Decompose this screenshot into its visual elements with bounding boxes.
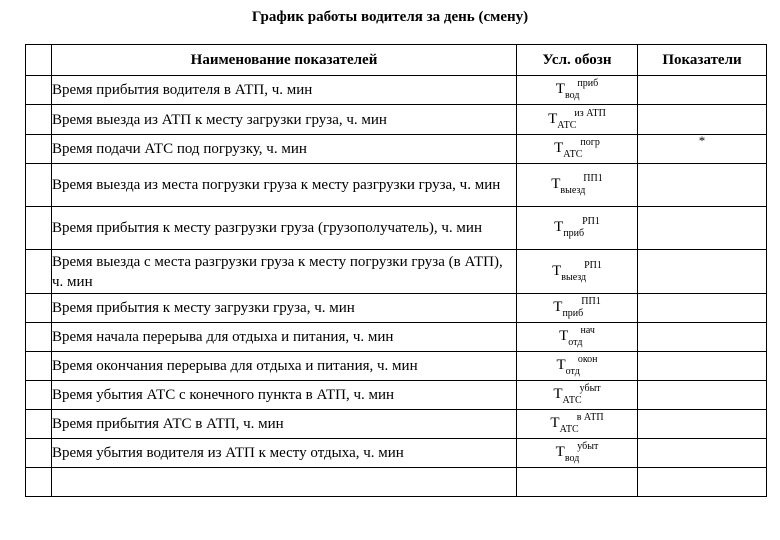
indicator-name-cell: Время окончания перерыва для отдыха и питания, ч. мин [52, 352, 517, 381]
symbol-sub: приб [562, 308, 584, 319]
value-cell [638, 76, 767, 105]
symbol-main: Т [548, 110, 558, 127]
driver-schedule-table [25, 44, 767, 497]
indicator-name-cell: Время убытия АТС с конечного пункта в АТП, ч. мин [52, 381, 517, 410]
symbol-cell [517, 76, 638, 105]
row-number-cell [26, 250, 52, 294]
value-cell [638, 207, 767, 250]
header-name-cell: Наименование показателей [52, 45, 517, 76]
row-number-cell [26, 135, 52, 164]
row-number-cell [26, 410, 52, 439]
symbol-notation [556, 355, 597, 377]
header-number-cell [26, 45, 52, 76]
row-number-cell [26, 468, 52, 497]
symbol-sub: АТС [559, 424, 579, 435]
value-cell [638, 439, 767, 468]
symbol-main: Т [550, 415, 560, 431]
value-cell [638, 105, 767, 135]
symbol-sub: выезд [560, 185, 586, 196]
value-cell [638, 132, 767, 164]
symbol-sup: убыт [577, 441, 599, 452]
symbol-main: Т [559, 328, 569, 344]
value-cell [638, 164, 767, 207]
table-row [26, 381, 767, 410]
value-cell [638, 323, 767, 352]
symbol-sup: РП1 [582, 216, 600, 227]
indicator-name-cell [52, 468, 517, 497]
symbol-sup: нач [580, 325, 595, 336]
symbol-cell [517, 410, 638, 439]
value-cell [638, 410, 767, 439]
page-title: График работы водителя за день (смену) [251, 9, 529, 25]
symbol-cell [517, 468, 638, 497]
table-row [26, 352, 767, 381]
symbol-cell [517, 323, 638, 352]
symbol-notation [554, 138, 600, 160]
table-row [26, 207, 767, 250]
table-row [26, 468, 767, 497]
table-row [26, 250, 767, 294]
symbol-main: Т [556, 357, 566, 373]
indicator-name-cell: Время убытия водителя из АТП к месту отдыха, ч. мин [52, 439, 517, 468]
row-number-cell [26, 381, 52, 410]
symbol-main: Т [554, 140, 564, 156]
table-row [26, 135, 767, 164]
indicator-name-cell: Время начала перерыва для отдыха и питания, ч. мин [52, 323, 517, 352]
indicator-name-cell: Время выезда из места погрузки груза к месту разгрузки груза, ч. мин [52, 164, 517, 207]
row-number-cell [26, 207, 52, 250]
symbol-sup: РП1 [584, 259, 602, 271]
value-cell [638, 381, 767, 410]
symbol-sub: вод [564, 90, 580, 101]
symbol-sub: отд [565, 366, 580, 377]
value-cell [638, 250, 767, 294]
header-symbol-cell: Усл. обозн [517, 45, 638, 76]
row-number-cell [26, 105, 52, 135]
row-number-cell [26, 294, 52, 323]
row-number-cell [26, 164, 52, 207]
symbol-cell [517, 381, 638, 410]
symbol-cell [517, 105, 638, 135]
header-row [26, 45, 767, 76]
symbol-sub: выезд [561, 271, 587, 283]
indicator-name-cell: Время прибытия к месту разгрузки груза (грузополучатель), ч. мин [52, 207, 517, 250]
indicator-name-cell: Время выезда с места разгрузки груза к месту погрузки груза (в АТП), ч. мин [52, 250, 517, 294]
table-row [26, 294, 767, 323]
row-number-cell [26, 323, 52, 352]
table-row [26, 410, 767, 439]
symbol-sup: приб [577, 78, 599, 89]
symbol-main: Т [553, 299, 563, 315]
symbol-cell [517, 352, 638, 381]
symbol-notation [548, 109, 606, 131]
symbol-cell [517, 135, 638, 164]
symbol-cell [517, 164, 638, 207]
table-row [26, 323, 767, 352]
indicator-name-cell: Время прибытия к месту загрузки груза, ч. мин [52, 294, 517, 323]
symbol-main: Т [554, 219, 564, 235]
table-row [26, 76, 767, 105]
symbol-notation [556, 442, 599, 464]
symbol-notation [550, 413, 603, 435]
indicator-name-cell: Время выезда из АТП к месту загрузки груза, ч. мин [52, 105, 517, 135]
indicator-name-cell: Время прибытия АТС в АТП, ч. мин [52, 410, 517, 439]
symbol-cell [517, 439, 638, 468]
symbol-sup: ПП1 [581, 296, 601, 307]
symbol-notation [553, 384, 600, 406]
symbol-cell [517, 207, 638, 250]
indicator-name-cell: Время подачи АТС под погрузку, ч. мин [52, 135, 517, 164]
table-row [26, 439, 767, 468]
row-number-cell [26, 352, 52, 381]
symbol-sub: вод [564, 453, 580, 464]
symbol-sup: убыт [579, 383, 601, 394]
symbol-cell [517, 294, 638, 323]
indicator-name-cell: Время прибытия водителя в АТП, ч. мин [52, 76, 517, 105]
symbol-main: Т [553, 386, 563, 402]
symbol-notation [552, 261, 602, 283]
symbol-sub: приб [563, 228, 585, 239]
symbol-sub: АТС [562, 395, 582, 406]
symbol-sup: погр [580, 137, 600, 148]
row-number-cell [26, 76, 52, 105]
symbol-sup: в АТП [576, 412, 604, 423]
symbol-notation [553, 297, 600, 319]
symbol-notation [559, 326, 595, 348]
symbol-cell [517, 250, 638, 294]
value-cell [638, 352, 767, 381]
value-cell [638, 294, 767, 323]
symbol-main: Т [552, 262, 562, 279]
table-row [26, 105, 767, 135]
symbol-sub: отд [568, 337, 583, 348]
value-cell [638, 468, 767, 497]
symbol-sup: из АТП [574, 107, 606, 119]
table-row [26, 164, 767, 207]
row-number-cell [26, 439, 52, 468]
symbol-main: Т [555, 444, 565, 460]
symbol-sub: АТС [563, 149, 583, 160]
symbol-sup: ПП1 [583, 173, 603, 184]
symbol-sub: АТС [557, 119, 577, 131]
header-value-cell: Показатели [638, 45, 767, 76]
symbol-notation [556, 79, 598, 101]
symbol-notation [554, 217, 600, 239]
symbol-main: Т [555, 81, 565, 97]
symbol-main: Т [551, 176, 561, 192]
value-text: * [698, 132, 706, 148]
symbol-sup: окон [577, 354, 598, 365]
symbol-notation [551, 174, 602, 196]
